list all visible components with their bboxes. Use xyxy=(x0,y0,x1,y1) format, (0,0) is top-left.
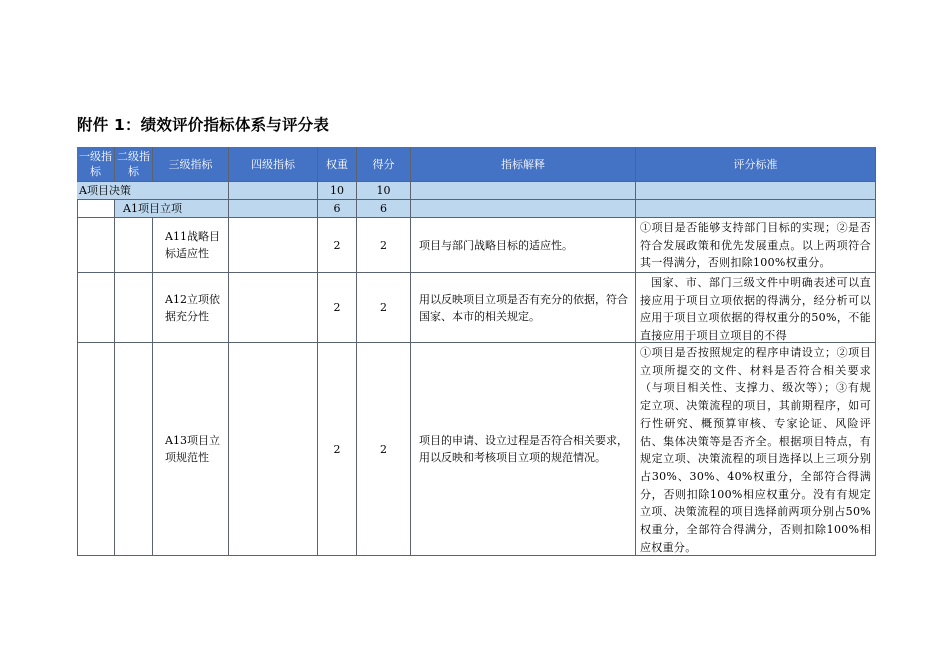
row-a12-weight: 2 xyxy=(318,273,357,343)
row-a12-level4 xyxy=(229,273,318,343)
section-a1-label: A1项目立项 xyxy=(115,200,229,218)
header-level3: 三级指标 xyxy=(153,147,229,182)
section-a1-level1 xyxy=(77,200,115,218)
header-level1: 一级指标 xyxy=(77,147,115,182)
section-a-standard xyxy=(636,182,876,200)
row-a11-standard: ①项目是否能够支持部门目标的实现；②是否符合发展政策和优先发展重点。以上两项符合其一得满分，否则扣除100%权重分。 xyxy=(636,218,876,273)
section-a-level4 xyxy=(229,182,318,200)
row-a11-level1 xyxy=(77,218,115,273)
section-a-label: A项目决策 xyxy=(77,182,229,200)
section-a1-weight: 6 xyxy=(318,200,357,218)
row-a11-score: 2 xyxy=(357,218,411,273)
row-a12-standard: 国家、市、部门三级文件中明确表述可以直接应用于项目立项依据的得满分，经分析可以应用于项目立项依据的得权重分的50%，不能直接应用于项目立项目的不得 xyxy=(636,273,876,343)
section-a-weight: 10 xyxy=(318,182,357,200)
row-a12-score: 2 xyxy=(357,273,411,343)
section-a1-explanation xyxy=(411,200,636,218)
row-a13-weight: 2 xyxy=(318,343,357,556)
row-a12-explanation: 用以反映项目立项是否有充分的依据，符合国家、本市的相关规定。 xyxy=(411,273,636,343)
row-a13-standard: ①项目是否按照规定的程序申请设立；②项目立项所提交的文件、材料是否符合相关要求（与项目相关性、支撑力、级次等）；③有规定立项、决策流程的项目，其前期程序，如可行性研究、概预算审核、专家论证、风险评估、集体决策等是否齐全。根据项目特点，有规定立项、决策流程的项目选择以上三项分别占30%、30%、40%权重分，全部符合得满分，否则扣除100%相应权重分。没有有规定立项、决策流程的项目选择前两项分别占50%权重分，全部符合得满分，否则扣除100%相应权重分。 xyxy=(636,343,876,556)
row-a13-level4 xyxy=(229,343,318,556)
header-level2: 二级指标 xyxy=(115,147,153,182)
header-score: 得分 xyxy=(357,147,411,182)
section-a1-level4 xyxy=(229,200,318,218)
row-a11-level2 xyxy=(115,218,153,273)
page-title: 附件 1：绩效评价指标体系与评分表 xyxy=(77,116,330,134)
section-a1-score: 6 xyxy=(357,200,411,218)
section-a-explanation xyxy=(411,182,636,200)
row-a11-explanation: 项目与部门战略目标的适应性。 xyxy=(411,218,636,273)
row-a13-level1 xyxy=(77,343,115,556)
header-level4: 四级指标 xyxy=(229,147,318,182)
row-a12-level2 xyxy=(115,273,153,343)
header-standard: 评分标准 xyxy=(636,147,876,182)
row-a11-weight: 2 xyxy=(318,218,357,273)
row-a13-explanation: 项目的申请、设立过程是否符合相关要求，用以反映和考核项目立项的规范情况。 xyxy=(411,343,636,556)
row-a13-score: 2 xyxy=(357,343,411,556)
header-weight: 权重 xyxy=(318,147,357,182)
row-a11-name: A11战略目标适应性 xyxy=(153,218,229,273)
section-a1-standard xyxy=(636,200,876,218)
row-a12-name: A12立项依据充分性 xyxy=(153,273,229,343)
evaluation-table xyxy=(77,147,876,556)
row-a11-level4 xyxy=(229,218,318,273)
header-explanation: 指标解释 xyxy=(411,147,636,182)
row-a12-level1 xyxy=(77,273,115,343)
row-a13-name: A13项目立项规范性 xyxy=(153,343,229,556)
row-a13-level2 xyxy=(115,343,153,556)
section-a-score: 10 xyxy=(357,182,411,200)
